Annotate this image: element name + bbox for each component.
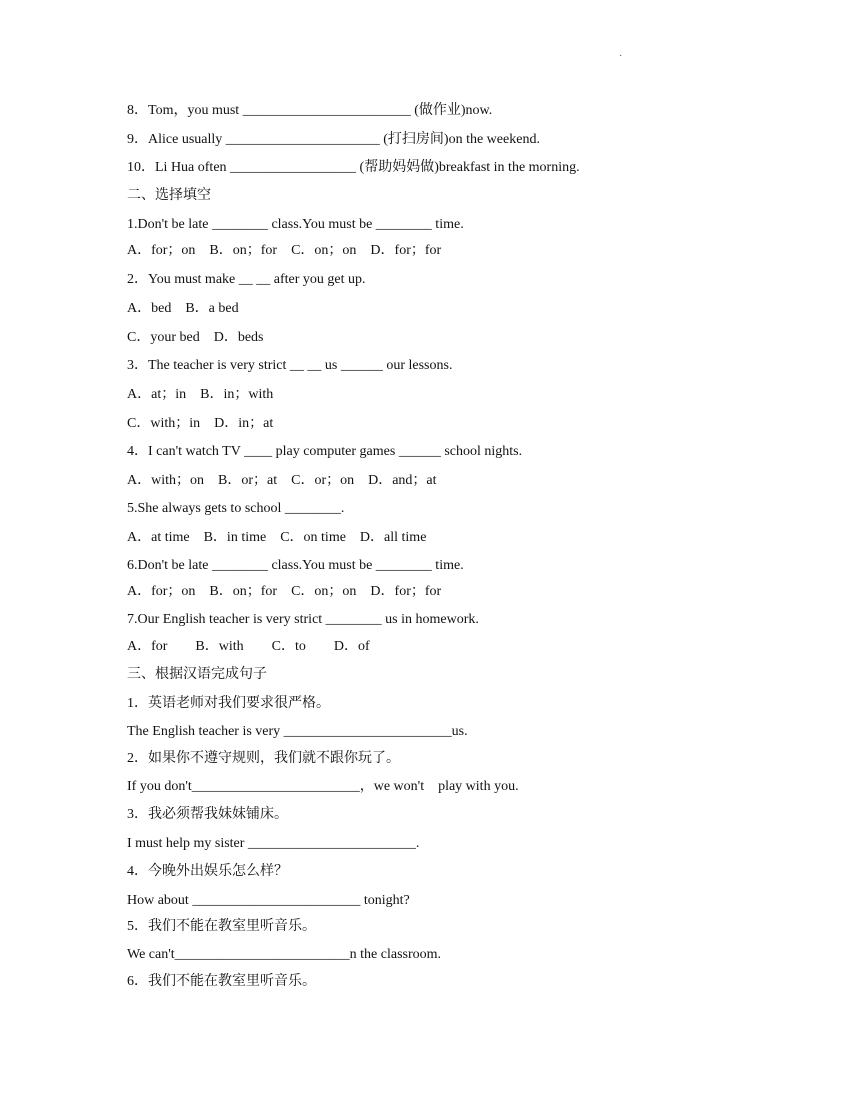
mc-question-6: 6.Don't be late ________ class.You must be ________ time.	[127, 558, 464, 573]
mc-options-2b: C．your bed D．beds	[127, 330, 264, 345]
mc-question-3: 3．The teacher is very strict __ __ us ______ our lessons.	[127, 358, 453, 373]
question-9: 9．Alice usually ______________________ (打扫房间)on the weekend.	[127, 132, 540, 147]
question-8: 8．Tom，you must ________________________ (做作业)now.	[127, 103, 493, 118]
translate-sentence-1: The English teacher is very ________________________us.	[127, 724, 468, 739]
question-10: 10．Li Hua often __________________ (帮助妈妈做)breakfast in the morning.	[127, 160, 580, 175]
mc-question-2: 2．You must make __ __ after you get up.	[127, 272, 366, 287]
translate-prompt-1: 1．英语老师对我们要求很严格。	[127, 696, 330, 711]
translate-prompt-6: 6．我们不能在教室里听音乐。	[127, 974, 316, 989]
mc-options-7: A．for B．with C．to D．of	[127, 639, 370, 654]
section-heading-3: 三、根据汉语完成句子	[127, 667, 267, 682]
header-mark: ·	[619, 51, 623, 62]
translate-sentence-2: If you don't________________________，we won't play with you.	[127, 779, 519, 794]
mc-question-5: 5.She always gets to school ________.	[127, 501, 345, 516]
mc-options-5: A．at time B．in time C．on time D．all time	[127, 530, 427, 545]
mc-question-1: 1.Don't be late ________ class.You must be ________ time.	[127, 217, 464, 232]
translate-prompt-5: 5．我们不能在教室里听音乐。	[127, 919, 316, 934]
mc-options-6: A．for；on B．on；for C．on；on D．for；for	[127, 584, 442, 599]
translate-sentence-3: I must help my sister ________________________.	[127, 836, 420, 851]
section-heading-2: 二、选择填空	[127, 188, 211, 203]
mc-options-3a: A．at；in B．in；with	[127, 387, 274, 402]
translate-sentence-5: We can't_________________________n the classroom.	[127, 947, 442, 962]
mc-options-3b: C．with；in D．in；at	[127, 416, 274, 431]
translate-sentence-4: How about ________________________ tonight?	[127, 893, 410, 908]
translate-prompt-4: 4．今晚外出娱乐怎么样？	[127, 864, 288, 879]
mc-question-4: 4．I can't watch TV ____ play computer games ______ school nights.	[127, 444, 523, 459]
mc-options-2a: A．bed B．a bed	[127, 301, 239, 316]
mc-options-1: A．for；on B．on；for C．on；on D．for；for	[127, 243, 442, 258]
mc-question-7: 7.Our English teacher is very strict ________ us in homework.	[127, 612, 479, 627]
mc-options-4: A．with；on B．or；at C．or；on D．and；at	[127, 473, 437, 488]
translate-prompt-3: 3．我必须帮我妹妹铺床。	[127, 807, 288, 822]
translate-prompt-2: 2．如果你不遵守规则，我们就不跟你玩了。	[127, 751, 400, 766]
